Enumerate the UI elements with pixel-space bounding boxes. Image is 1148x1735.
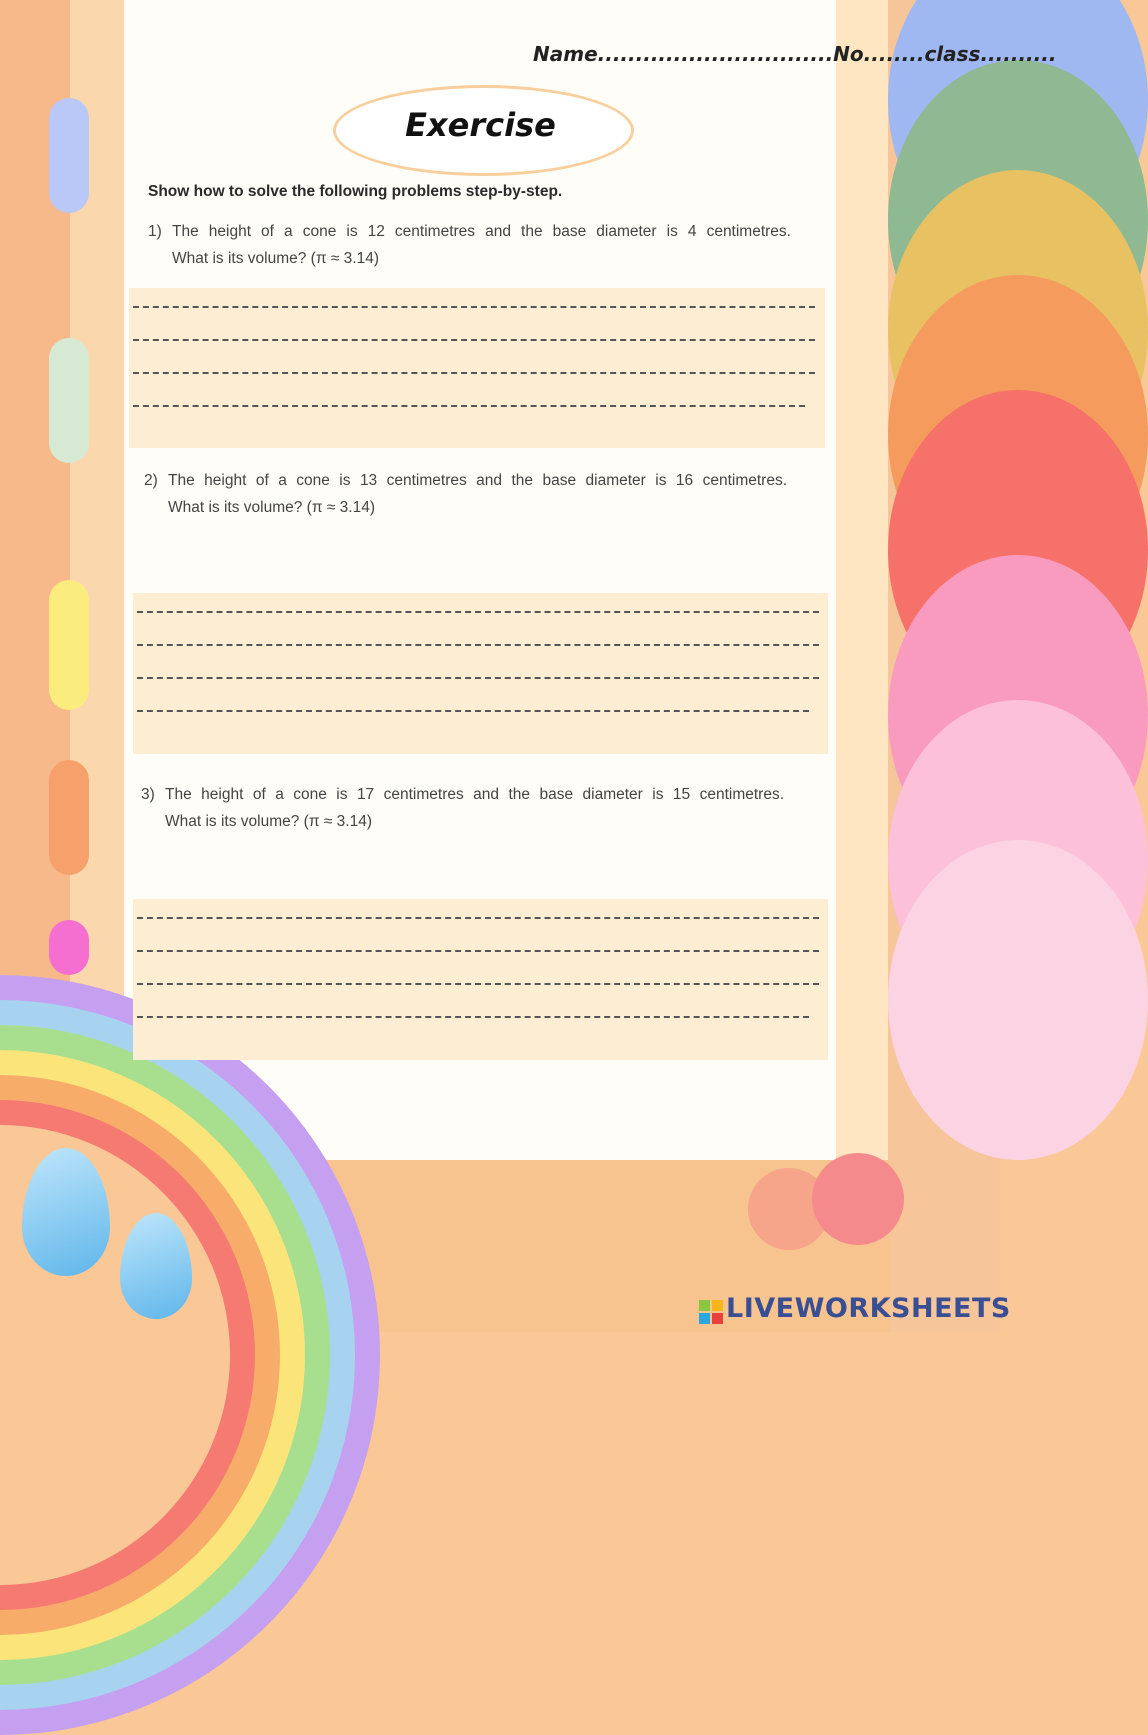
problem-text-line2: What is its volume? (π ≈ 3.14) bbox=[172, 250, 379, 267]
problem-text-line1: The height of a cone is 13 centimetres and the base diameter is 16 centimetres. bbox=[168, 472, 787, 489]
problem-1 bbox=[148, 218, 791, 272]
problem-text-line2: What is its volume? (π ≈ 3.14) bbox=[168, 499, 375, 516]
answer-box-1[interactable] bbox=[129, 288, 825, 448]
student-info-line bbox=[533, 42, 1057, 66]
yellow-pill bbox=[49, 580, 89, 710]
pink-pill bbox=[49, 920, 89, 975]
page-title: Exercise bbox=[405, 106, 556, 144]
instruction-text: Show how to solve the following problems step-by-step. bbox=[148, 183, 563, 200]
no-field[interactable]: ........ bbox=[863, 42, 925, 66]
liveworksheets-logo-icon bbox=[699, 1300, 723, 1324]
problem-number: 2) bbox=[144, 472, 158, 489]
blue-pill bbox=[49, 98, 89, 213]
class-field[interactable]: .......... bbox=[980, 42, 1057, 66]
problem-text-line2: What is its volume? (π ≈ 3.14) bbox=[165, 813, 372, 830]
problem-text-line1: The height of a cone is 17 centimetres and the base diameter is 15 centimetres. bbox=[165, 786, 784, 803]
green-pill bbox=[49, 338, 89, 463]
right-frame bbox=[836, 0, 888, 1332]
name-field[interactable]: ............................... bbox=[597, 42, 834, 66]
answer-box-2[interactable] bbox=[133, 593, 828, 754]
brand-text: LIVEWORKSHEETS bbox=[726, 1293, 1011, 1324]
problem-number: 1) bbox=[148, 223, 162, 240]
problem-text-line1: The height of a cone is 12 centimetres and the base diameter is 4 centimetres. bbox=[172, 223, 791, 240]
brand-wordmark bbox=[726, 1293, 1011, 1324]
orange-pill bbox=[49, 760, 89, 875]
problem-2 bbox=[144, 467, 787, 521]
problem-number: 3) bbox=[141, 786, 155, 803]
circle-pink bbox=[812, 1153, 904, 1245]
class-label: class bbox=[924, 42, 981, 66]
no-label: No bbox=[833, 42, 864, 66]
problem-3 bbox=[141, 781, 784, 835]
name-label: Name bbox=[533, 42, 598, 66]
right-rainbow bbox=[888, 0, 1000, 1332]
answer-box-3[interactable] bbox=[133, 899, 828, 1060]
